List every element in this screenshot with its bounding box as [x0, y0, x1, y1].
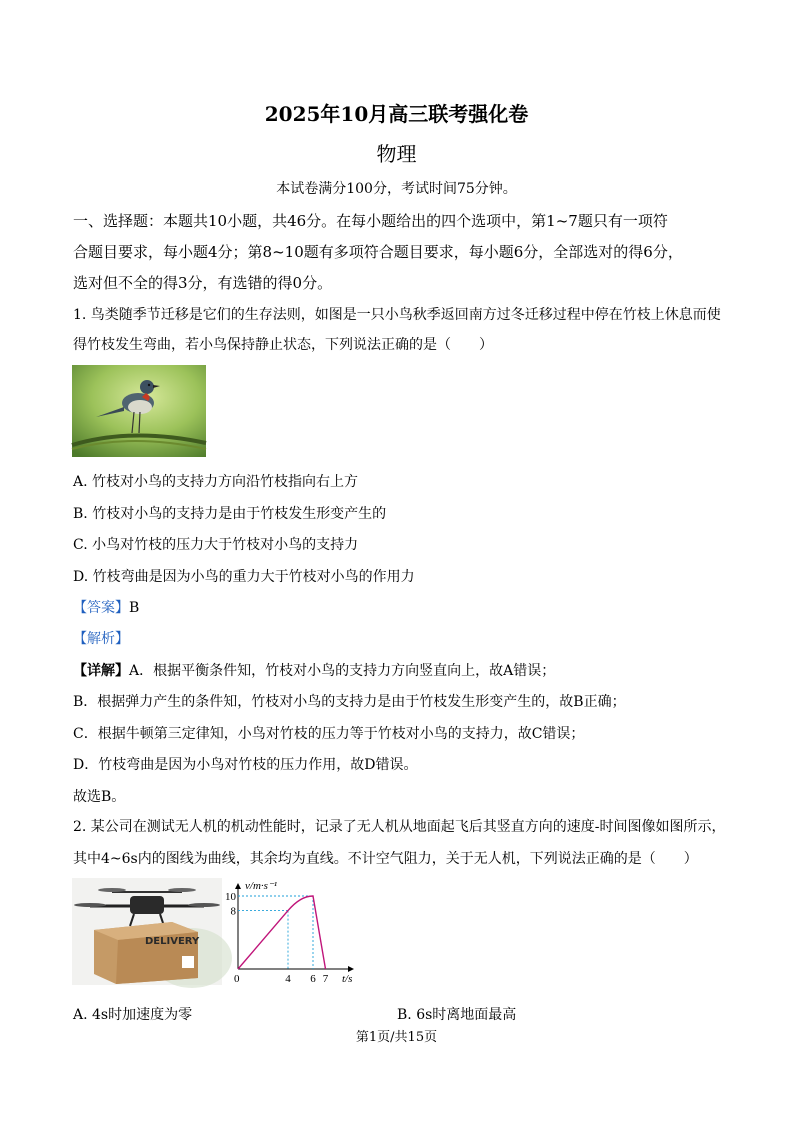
q1-detail-d: D．竹枝弯曲是因为小鸟对竹枝的压力作用，故D错误。 [73, 757, 418, 773]
q1-option-a: A. 竹枝对小鸟的支持力方向沿竹枝指向右上方 [73, 474, 359, 490]
x-axis-label: t/s [342, 973, 353, 985]
q1-detail-b: B．根据弹力产生的条件知，竹枝对小鸟的支持力是由于竹枝发生形变产生的，故B正确； [73, 694, 626, 710]
q1-detail-a [73, 660, 555, 680]
q1-conclusion: 故选B。 [73, 789, 126, 805]
q1-answer [73, 597, 139, 617]
q1-stem-line2: 得竹枝发生弯曲，若小鸟保持静止状态，下列说法正确的是（ ） [73, 337, 493, 353]
origin-label: 0 [234, 973, 240, 985]
q1-option-d: D. 竹枝弯曲是因为小鸟的重力大于竹枝对小鸟的作用力 [73, 569, 415, 585]
y-tick-10: 10 [225, 891, 236, 903]
x-tick-4: 4 [285, 973, 291, 985]
page-number: 第1页/共15页 [355, 1030, 438, 1045]
q2-stem-line1: 2. 某公司在测试无人机的机动性能时，记录了无人机从地面起飞后其竖直方向的速度-时间图像如图所示， [73, 819, 726, 835]
q2-option-a: A. 4s时加速度为零 [73, 1007, 193, 1023]
section-instructions-line3: 选对但不全的得3分，有选错的得0分。 [73, 274, 333, 292]
exam-note: 本试卷满分100分，考试时间75分钟。 [276, 181, 517, 197]
q1-option-c: C. 小鸟对竹枝的压力大于竹枝对小鸟的支持力 [73, 537, 359, 553]
subject-title: 物理 [376, 142, 417, 166]
delivery-box-label: DELIVERY [145, 936, 200, 947]
x-tick-7: 7 [322, 973, 329, 985]
detail-line-a: A．根据平衡条件知，竹枝对小鸟的支持力方向竖直向上，故A错误； [129, 663, 556, 679]
velocity-time-graph [225, 876, 368, 988]
q1-option-b: B. 竹枝对小鸟的支持力是由于竹枝发生形变产生的 [73, 506, 387, 522]
section-instructions-line1: 一、选择题：本题共10小题，共46分。在每小题给出的四个选项中，第1~7题只有一项符 [73, 212, 668, 230]
exam-title: 2025年10月高三联考强化卷 [264, 102, 529, 126]
vt-graph-svg [225, 876, 368, 988]
q1-detail-c: C．根据牛顿第三定律知，小鸟对竹枝的压力等于竹枝对小鸟的支持力，故C错误； [73, 726, 585, 742]
y-tick-8: 8 [230, 905, 236, 918]
detail-tag: 【详解】 [73, 663, 129, 679]
q2-stem-line2: 其中4~6s内的图线为曲线，其余均为直线。不计空气阻力，关于无人机，下列说法正确的是（ ） [73, 851, 698, 867]
section-instructions-line2: 合题目要求，每小题4分；第8~10题有多项符合题目要求，每小题6分，全部选对的得6分， [73, 243, 683, 261]
answer-tag: 【答案】 [73, 600, 129, 616]
delivery-drone-photo [72, 878, 222, 985]
q1-stem-line1: 1. 鸟类随季节迁移是它们的生存法则，如图是一只小鸟秋季返回南方过冬迁移过程中停在竹枝上休息而使 [73, 307, 721, 323]
velocity-curve [238, 896, 326, 969]
q2-option-b: B. 6s时离地面最高 [397, 1007, 517, 1023]
y-axis-label: v/m·s⁻¹ [245, 880, 278, 892]
answer-value: B [129, 600, 140, 616]
x-tick-6: 6 [310, 973, 316, 985]
bird-on-bamboo-photo [72, 365, 206, 457]
q1-analysis-tag: 【解析】 [73, 631, 129, 647]
